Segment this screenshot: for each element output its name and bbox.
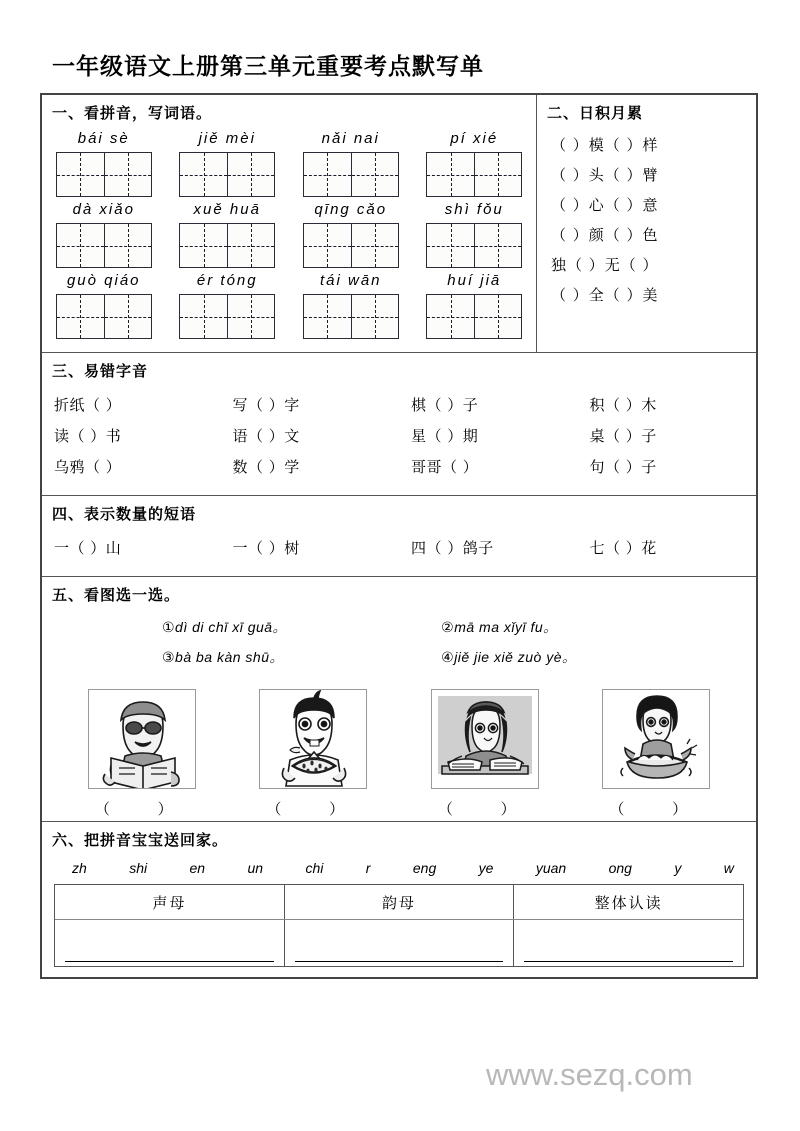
column-header-zhengtirendu: 整体认读 [513, 885, 743, 919]
table-row [42, 394, 756, 415]
pinyin-word-cell [48, 200, 160, 268]
pinyin-word-cell [295, 200, 407, 268]
tianzige-cell[interactable] [427, 153, 474, 196]
pinyin-label: dà xiǎo [72, 201, 135, 218]
tianzige-cell[interactable] [227, 153, 274, 196]
pinyin-word-cell [48, 129, 160, 197]
section-2-rijiyuelei [537, 95, 756, 352]
tianzige-grid[interactable] [56, 294, 152, 339]
blank-item[interactable]: 七（ ）花 [589, 539, 657, 557]
category-table [54, 884, 744, 967]
tianzige-cell[interactable] [304, 224, 351, 267]
blank-item[interactable]: 棋（ ）子 [411, 396, 479, 414]
pinyin-token[interactable]: r [365, 860, 371, 876]
pinyin-label: huí jiā [447, 272, 502, 289]
pinyin-label: bái sè [77, 130, 130, 147]
tianzige-cell[interactable] [227, 295, 274, 338]
sentence-row [42, 617, 756, 637]
tianzige-cell[interactable] [57, 153, 104, 196]
tianzige-block [42, 125, 536, 352]
tianzige-cell[interactable] [474, 295, 521, 338]
picture-answer-blank[interactable]: （ ） [266, 802, 367, 818]
tianzige-grid[interactable] [179, 294, 275, 339]
picture-answer-blank[interactable]: （ ） [94, 802, 195, 818]
pinyin-token[interactable]: ye [478, 860, 494, 876]
pinyin-label: jiě mèi [198, 130, 256, 147]
blank-item[interactable]: 折纸（ ） [54, 396, 122, 414]
pinyin-token[interactable]: chi [305, 860, 324, 876]
section-6-heading: 六、把拼音宝宝送回家。 [52, 831, 229, 849]
tianzige-cell[interactable] [57, 295, 104, 338]
tianzige-cell[interactable] [351, 295, 398, 338]
blank-item[interactable]: 语（ ）文 [232, 427, 300, 445]
tianzige-grid[interactable] [426, 294, 522, 339]
woman-washing-clothes-icon [602, 689, 710, 789]
tianzige-grid[interactable] [303, 294, 399, 339]
idiom-blank-list [537, 125, 756, 322]
pinyin-letter-bank [42, 852, 756, 882]
tianzige-grid[interactable] [56, 152, 152, 197]
list-item[interactable]: （ ）心（ ）意 [551, 196, 659, 214]
tianzige-cell[interactable] [57, 224, 104, 267]
sentence-option[interactable]: ①dì di chī xī guā。 [162, 619, 288, 635]
pinyin-token[interactable]: shi [129, 860, 148, 876]
tianzige-grid[interactable] [303, 223, 399, 268]
tianzige-cell[interactable] [351, 153, 398, 196]
pronunciation-grid [42, 383, 756, 495]
section-3-heading: 三、易错字音 [52, 362, 149, 380]
pinyin-row [42, 271, 536, 339]
section-6-sort-pinyin [42, 822, 756, 967]
blank-item[interactable]: 句（ ）子 [589, 458, 657, 476]
pinyin-token[interactable]: zh [72, 860, 87, 876]
pinyin-label: guò qiáo [66, 272, 141, 289]
blank-item[interactable]: 星（ ）期 [411, 427, 479, 445]
pinyin-token[interactable]: en [189, 860, 206, 876]
pinyin-token[interactable]: w [723, 860, 734, 876]
pinyin-label: nǎi nai [321, 130, 380, 147]
tianzige-cell[interactable] [180, 295, 227, 338]
blank-item[interactable]: 哥哥（ ） [411, 458, 479, 476]
pinyin-word-cell [418, 200, 530, 268]
picture-cell [410, 689, 560, 819]
tianzige-cell[interactable] [180, 224, 227, 267]
pinyin-token[interactable]: y [674, 860, 682, 876]
blank-item[interactable]: 桌（ ）子 [589, 427, 657, 445]
tianzige-cell[interactable] [104, 295, 151, 338]
list-item[interactable]: （ ）颜（ ）色 [551, 226, 659, 244]
worksheet-frame [40, 93, 758, 979]
tianzige-grid[interactable] [426, 152, 522, 197]
blank-item[interactable]: 数（ ）学 [232, 458, 300, 476]
table-row [42, 537, 756, 558]
page-title: 一年级语文上册第三单元重要考点默写单 [52, 53, 484, 80]
answer-cell-yunmu[interactable] [284, 920, 514, 966]
blank-item[interactable]: 乌鸦（ ） [54, 458, 122, 476]
pinyin-token[interactable]: eng [412, 860, 437, 876]
section-4-quantity-phrases [42, 496, 756, 577]
pinyin-label: qīng cǎo [314, 201, 388, 218]
section-1-kanpinyin [42, 95, 537, 352]
pinyin-word-cell [48, 271, 160, 339]
tianzige-cell[interactable] [304, 153, 351, 196]
section-2-heading: 二、日积月累 [547, 104, 644, 122]
sentence-option[interactable]: ③bà ba kàn shū。 [162, 649, 285, 665]
table-header-row [55, 885, 743, 920]
blank-item[interactable]: 写（ ）字 [232, 396, 300, 414]
section-1-and-2-row [42, 95, 756, 353]
site-watermark: www.sezq.com [486, 1057, 693, 1092]
answer-cell-shengmu[interactable] [55, 920, 284, 966]
blank-item[interactable]: 一（ ）树 [232, 539, 300, 557]
pinyin-label: shì fǒu [444, 201, 504, 218]
section-4-heading: 四、表示数量的短语 [52, 505, 197, 523]
section-5-heading: 五、看图选一选。 [52, 586, 181, 604]
picture-cell [238, 689, 388, 819]
section-3-yicuoziyin [42, 353, 756, 496]
quantity-grid [42, 526, 756, 576]
list-item[interactable]: （ ）全（ ）美 [551, 286, 659, 304]
sentence-options [42, 607, 756, 683]
pinyin-word-cell [171, 200, 283, 268]
tianzige-grid[interactable] [426, 223, 522, 268]
answer-cell-zhengtirendu[interactable] [513, 920, 743, 966]
pinyin-token[interactable]: un [247, 860, 264, 876]
tianzige-cell[interactable] [227, 224, 274, 267]
tianzige-cell[interactable] [180, 153, 227, 196]
pinyin-row [42, 200, 536, 268]
pinyin-word-cell [418, 129, 530, 197]
sentence-row [42, 647, 756, 667]
tianzige-grid[interactable] [56, 223, 152, 268]
pinyin-word-cell [418, 271, 530, 339]
picture-cell [67, 689, 217, 819]
tianzige-cell[interactable] [427, 295, 474, 338]
pinyin-token[interactable]: yuan [535, 860, 567, 876]
sentence-option[interactable]: ④jiě jie xiě zuò yè。 [441, 649, 577, 665]
pinyin-word-cell [171, 129, 283, 197]
blank-item[interactable]: 四（ ）鸽子 [411, 539, 494, 557]
table-row [42, 425, 756, 446]
tianzige-grid[interactable] [303, 152, 399, 197]
picture-cell [581, 689, 731, 819]
list-item[interactable]: 独（ ）无（ ） [551, 256, 659, 274]
column-header-shengmu: 声母 [152, 894, 187, 912]
tianzige-cell[interactable] [304, 295, 351, 338]
list-item[interactable]: （ ）模（ ）样 [551, 136, 659, 154]
tianzige-grid[interactable] [179, 152, 275, 197]
blank-item[interactable]: 读（ ）书 [54, 427, 122, 445]
column-header-yunmu: 韵母 [284, 885, 514, 919]
man-reading-book-icon [88, 689, 196, 789]
list-item[interactable]: （ ）头（ ）臂 [551, 166, 659, 184]
pinyin-word-cell [295, 129, 407, 197]
tianzige-cell[interactable] [104, 224, 151, 267]
pinyin-word-cell [295, 271, 407, 339]
boy-eating-watermelon-icon [259, 689, 367, 789]
girl-writing-homework-icon [431, 689, 539, 789]
blank-item[interactable]: 一（ ）山 [54, 539, 122, 557]
pinyin-label: xuě huā [193, 201, 261, 218]
pinyin-token[interactable]: ong [608, 860, 632, 876]
sentence-option[interactable]: ②mā ma xǐyī fu。 [441, 619, 558, 635]
pinyin-label: ér tóng [196, 272, 258, 289]
blank-item[interactable]: 积（ ）木 [589, 396, 657, 414]
tianzige-cell[interactable] [351, 224, 398, 267]
picture-answer-blank[interactable]: （ ） [609, 802, 710, 818]
table-row [42, 456, 756, 477]
picture-answer-blank[interactable]: （ ） [437, 802, 538, 818]
pinyin-row [42, 129, 536, 197]
pinyin-label: pí xié [450, 130, 499, 147]
tianzige-cell[interactable] [474, 153, 521, 196]
section-1-heading: 一、看拼音，写词语。 [52, 104, 213, 122]
tianzige-cell[interactable] [427, 224, 474, 267]
tianzige-cell[interactable] [104, 153, 151, 196]
tianzige-cell[interactable] [474, 224, 521, 267]
pinyin-word-cell [171, 271, 283, 339]
tianzige-grid[interactable] [179, 223, 275, 268]
pinyin-label: tái wān [319, 272, 382, 289]
table-answer-row [55, 920, 743, 966]
section-5-picture-match [42, 577, 756, 822]
picture-row [42, 683, 756, 821]
